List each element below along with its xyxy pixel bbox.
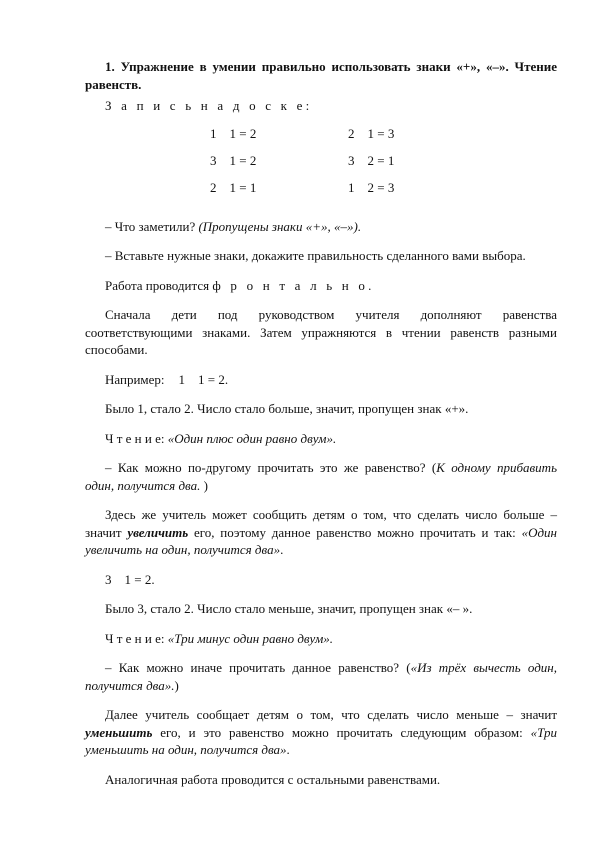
paragraph-frontal: [85, 277, 557, 295]
question-end: ): [174, 677, 179, 693]
equations-table: [210, 125, 557, 206]
example-1: [85, 371, 557, 389]
equation-row: [210, 125, 557, 152]
question-text: – Как можно иначе прочитать данное равенство? (: [105, 660, 411, 675]
reading-italic: «Три уменьшить на один, получится два»: [85, 724, 557, 757]
equation: 3 2 = 1: [348, 152, 395, 168]
equation: 1 2 = 3: [348, 179, 395, 195]
paragraph-final: Аналогичная работа проводится с остальными равенствами.: [105, 771, 441, 787]
equation-row: [210, 152, 557, 179]
paragraph-text: Работа проводится: [105, 277, 213, 293]
question-otherwise-reading: [85, 659, 557, 694]
question-text: – Что заметили?: [105, 218, 199, 234]
answer-italic: К одному прибавить один, получится два.: [85, 460, 557, 493]
question-other-reading: [85, 459, 557, 494]
paragraph-decrease: [85, 706, 557, 759]
equation-row: [210, 179, 557, 206]
example-2: 3 1 = 2.: [105, 571, 155, 587]
reading-italic: «Три минус один равно двум».: [167, 630, 334, 646]
equation: 2 1 = 3: [348, 125, 395, 141]
paragraph-end: .: [286, 742, 290, 757]
document-page: [85, 58, 557, 800]
bold-term: уменьшить: [85, 724, 153, 740]
question-text: – Как можно по-другому прочитать это же равенство? (: [105, 460, 437, 475]
example-label: Например:: [105, 371, 165, 387]
reading-2: [85, 630, 557, 648]
was-became-2: Было 3, стало 2. Число стало меньше, значит, пропущен знак «– ».: [105, 601, 473, 616]
equation: 1 1 = 2: [210, 125, 257, 141]
spaced-word: ф р о н т а л ь н о.: [212, 277, 375, 293]
answer-italic: «Из трёх вычесть один, получится два».: [85, 660, 557, 693]
paragraph-text: Далее учитель сообщает детям о том, что сделать число меньше – значит: [105, 707, 557, 722]
example-equation: 1 1 = 2.: [178, 371, 229, 387]
board-label: З а п и с ь н а д о с к е:: [105, 98, 313, 113]
paragraph-text: его, и это равенство можно прочитать следующим образом:: [152, 724, 531, 740]
reading-italic: «Один увеличить на один, получится два»: [85, 524, 557, 557]
question-insert-signs: – Вставьте нужные знаки, докажите правильность сделанного вами выбора.: [105, 248, 526, 263]
question-end: ): [200, 477, 208, 493]
reading-1: [85, 430, 557, 448]
was-became-1: Было 1, стало 2. Число стало больше, значит, пропущен знак «+».: [105, 401, 469, 416]
section-heading: 1. Упражнение в умении правильно использовать знаки «+», «–». Чтение равенств.: [85, 59, 557, 92]
bold-term: увеличить: [127, 524, 189, 540]
paragraph-text: Здесь же учитель может сообщить детям о том, что сделать число больше – значит: [85, 507, 557, 540]
paragraph-method: Сначала дети под руководством учителя дополняют равенства соответствующими знаками. Затем упражняются в чтении равенств разными способами.: [85, 307, 557, 357]
reading-italic: «Один плюс один равно двум».: [167, 430, 337, 446]
answer-italic: (Пропущены знаки «+», «–»).: [198, 218, 362, 234]
paragraph-increase: [85, 506, 557, 559]
paragraph-end: .: [280, 542, 284, 557]
equation: 2 1 = 1: [210, 179, 257, 195]
question-noticed: [85, 218, 557, 236]
equation: 3 1 = 2: [210, 152, 257, 168]
reading-label: Ч т е н и е:: [105, 630, 168, 646]
reading-label: Ч т е н и е:: [105, 430, 168, 446]
paragraph-text: его, поэтому данное равенство можно прочитать и так:: [188, 524, 522, 540]
